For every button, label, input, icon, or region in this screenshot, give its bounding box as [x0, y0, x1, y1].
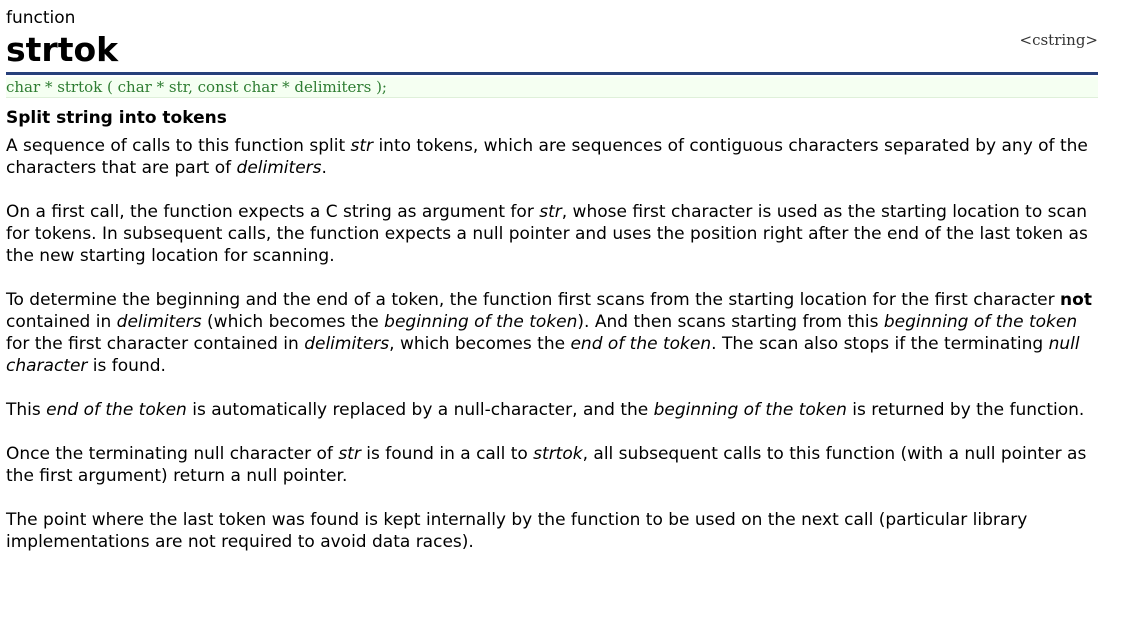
- paragraph-text: into tokens, which are sequences of contiguous characters separated by any of the characters that are part of: [6, 136, 1088, 178]
- paragraph-text: . The scan also stops if the terminating: [711, 334, 1049, 354]
- paragraph-text: for the first character contained in: [6, 334, 305, 354]
- entry-kind: function: [6, 8, 76, 28]
- emphasis-text: delimiters: [304, 334, 390, 354]
- emphasis-text: beginning of the token: [883, 312, 1078, 332]
- bold-text: not: [1060, 290, 1092, 310]
- emphasis-text: delimiters: [236, 158, 322, 178]
- emphasis-text: beginning of the token: [384, 312, 578, 332]
- paragraph-text: contained in: [6, 312, 117, 332]
- paragraph-text: Once the terminating null character of: [6, 444, 339, 464]
- function-summary: Split string into tokens: [6, 108, 227, 128]
- paragraph-text: This: [6, 400, 47, 420]
- paragraph-text: (which becomes the: [201, 312, 385, 332]
- emphasis-text: str: [338, 444, 361, 464]
- emphasis-text: end of the token: [570, 334, 712, 354]
- page-title: strtok: [6, 30, 119, 69]
- emphasis-text: strtok: [533, 444, 583, 464]
- paragraph-text: is found in a call to: [360, 444, 534, 464]
- paragraph-text: The point where the last token was found is kept internally by the function to be used on the next call (particular library implementations are not required to avoid data races).: [6, 510, 1028, 552]
- paragraph-text: To determine the beginning and the end of a token, the function first scans from the starting location for the first character: [6, 290, 1061, 310]
- description-paragraph: [6, 201, 1098, 267]
- emphasis-text: str: [539, 202, 562, 222]
- paragraph-text: On a first call, the function expects a C string as argument for: [6, 202, 540, 222]
- function-prototype: char * strtok ( char * str, const char * delimiters );: [6, 77, 1098, 98]
- description-body: [6, 135, 1098, 575]
- title-divider: [6, 72, 1098, 75]
- paragraph-text: , which becomes the: [389, 334, 571, 354]
- paragraph-text: is found.: [87, 356, 166, 376]
- paragraph-text: ). And then scans starting from this: [577, 312, 884, 332]
- emphasis-text: delimiters: [116, 312, 202, 332]
- paragraph-text: .: [321, 158, 327, 178]
- emphasis-text: null character: [6, 334, 1080, 376]
- description-paragraph: [6, 135, 1098, 179]
- paragraph-text: is automatically replaced by a null-character, and the: [186, 400, 654, 420]
- emphasis-text: str: [350, 136, 374, 156]
- description-paragraph: [6, 399, 1098, 421]
- emphasis-text: end of the token: [46, 400, 187, 420]
- paragraph-text: is returned by the function.: [846, 400, 1085, 420]
- description-paragraph: [6, 509, 1098, 553]
- description-paragraph: [6, 289, 1098, 377]
- paragraph-text: A sequence of calls to this function split: [6, 136, 351, 156]
- header-link[interactable]: <cstring>: [1019, 31, 1098, 49]
- emphasis-text: beginning of the token: [653, 400, 847, 420]
- paragraph-text: , whose first character is used as the starting location to scan for tokens. In subsequent calls, the function expects a null pointer and uses the position right after the end of the last token as the new starting location for scanning.: [6, 202, 1088, 266]
- description-paragraph: [6, 443, 1098, 487]
- paragraph-text: , all subsequent calls to this function (with a null pointer as the first argument) return a null pointer.: [6, 444, 1087, 486]
